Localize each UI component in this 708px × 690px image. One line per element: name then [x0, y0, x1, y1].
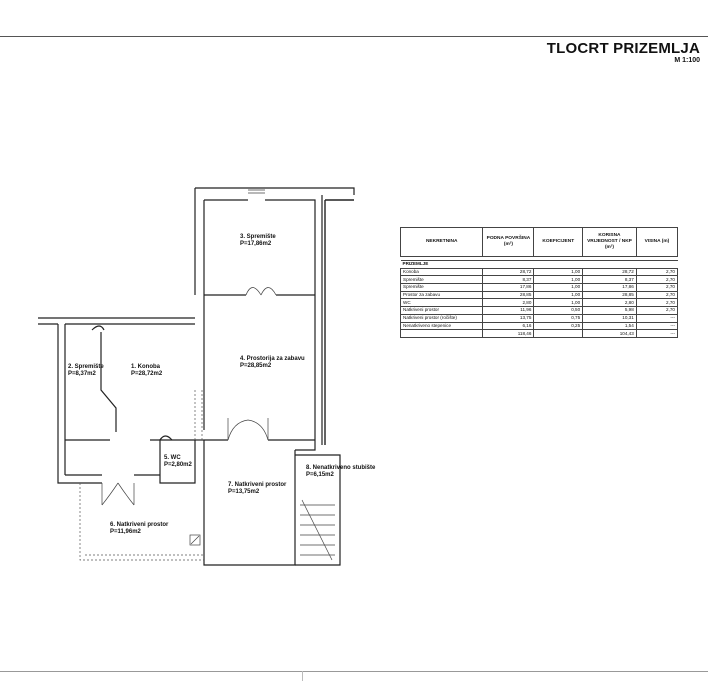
drain-diagonal: [191, 536, 199, 544]
table-cell: ---: [636, 322, 677, 330]
table-cell: 17,86: [483, 284, 534, 292]
table-cell: 1,00: [534, 284, 583, 292]
table-row: [401, 299, 678, 307]
room-area: P=17,86m2: [240, 241, 272, 247]
table-cell: ---: [636, 314, 677, 322]
table-header-row: [401, 228, 678, 257]
table-cell: [534, 330, 583, 338]
table-cell: 0,25: [534, 322, 583, 330]
stair-treads: [300, 505, 335, 555]
header-cell: PODNA POVRŠINA (m²): [483, 228, 534, 257]
room-name: 4. Prostorija za zabavu: [240, 356, 305, 362]
table-cell: 1,00: [534, 276, 583, 284]
table-cell: 2,70: [636, 299, 677, 307]
table-cell: 1,00: [534, 268, 583, 276]
table-cell: 118,46: [483, 330, 534, 338]
table-cell: 28,85: [583, 291, 637, 299]
room-name: 5. WC: [164, 455, 181, 461]
table-cell: 8,37: [583, 276, 637, 284]
drawing-scale: M 1:100: [674, 57, 700, 64]
room-3-label: [240, 234, 276, 248]
table-cell: 10,31: [583, 314, 637, 322]
table-cell: 13,75: [483, 314, 534, 322]
table-cell: 2,70: [636, 276, 677, 284]
room-2-label: [68, 364, 104, 378]
store2-door-arc: [92, 326, 104, 330]
table-cell: 28,72: [583, 268, 637, 276]
header-cell: KORISNA VRIJEDNOST / NKP (m²): [583, 228, 637, 257]
table-section-row: [401, 261, 678, 269]
covered7-walls: [204, 440, 295, 565]
door-6: [102, 483, 134, 505]
table-cell: 0,75: [534, 314, 583, 322]
table-cell: 2,70: [636, 291, 677, 299]
door-3-4: [246, 288, 276, 296]
table-cell: 2,70: [636, 268, 677, 276]
door-4: [228, 420, 268, 440]
room-6-label: [110, 522, 168, 536]
stair-arrow: [302, 500, 332, 560]
room-area: P=8,37m2: [68, 371, 96, 377]
room-1-label: [131, 364, 162, 378]
room-area: P=11,96m2: [110, 529, 141, 535]
table-cell: 28,72: [483, 268, 534, 276]
room-5-label: [164, 455, 192, 469]
room-area: P=28,85m2: [240, 363, 272, 369]
room-area: P=2,80m2: [164, 462, 192, 468]
table-cell: 17,86: [583, 284, 637, 292]
table-cell: 8,37: [483, 276, 534, 284]
table-row: [401, 322, 678, 330]
table-cell: Spremište: [401, 276, 483, 284]
area-table: [400, 227, 678, 338]
table-cell: 1,00: [534, 291, 583, 299]
table-cell: 28,85: [483, 291, 534, 299]
table-cell: 2,70: [636, 307, 677, 315]
section-label: PRIZEMLJE: [401, 261, 678, 269]
room-area: P=28,72m2: [131, 371, 163, 377]
header-cell: VISINA (m): [636, 228, 677, 257]
table-cell: [401, 330, 483, 338]
table-cell: Natkriveni prostor: [401, 307, 483, 315]
door-4-leaves: [228, 418, 268, 440]
covered7-right: [295, 440, 315, 450]
table-cell: 0,50: [534, 307, 583, 315]
room-8-label: [306, 465, 375, 479]
store2-partition: [101, 332, 116, 432]
table-cell: WC: [401, 299, 483, 307]
room-area: P=6,15m2: [306, 472, 334, 478]
room-name: 6. Natkriveni prostor: [110, 522, 169, 528]
table-row: [401, 268, 678, 276]
table-cell: 2,80: [483, 299, 534, 307]
table-row: [401, 291, 678, 299]
header-cell: NEKRETNINA: [401, 228, 483, 257]
table-cell: ---: [636, 330, 677, 338]
drawing-title: TLOCRT PRIZEMLJA: [546, 40, 700, 57]
table-row: [401, 284, 678, 292]
table-cell: 5,98: [583, 307, 637, 315]
table-cell: 2,70: [636, 284, 677, 292]
table-cell: 104,43: [583, 330, 637, 338]
table-cell: 11,96: [483, 307, 534, 315]
table-row: [401, 314, 678, 322]
room-name: 3. Spremište: [240, 234, 276, 240]
right-outer-wall: [325, 200, 354, 445]
room-name: 7. Natkriveni prostor: [228, 482, 287, 488]
room-area: P=13,75m2: [228, 489, 260, 495]
table-row: [401, 330, 678, 338]
room-4-label: [240, 356, 305, 370]
table-cell: Natkriveni prostor (ročište): [401, 314, 483, 322]
table-cell: 1,00: [534, 299, 583, 307]
room-7-label: [228, 482, 286, 496]
hidden-lines: [195, 390, 202, 440]
room-name: 1. Konoba: [131, 364, 161, 370]
room-name: 8. Nenatkriveno stubište: [306, 465, 376, 471]
table-cell: 1,54: [583, 322, 637, 330]
table-row: [401, 276, 678, 284]
table-cell: Nenatkriveno stepenice: [401, 322, 483, 330]
table-cell: Konoba: [401, 268, 483, 276]
table-cell: 2,80: [583, 299, 637, 307]
table-cell: 6,16: [483, 322, 534, 330]
room-name: 2. Spremište: [68, 364, 104, 370]
window-top: [248, 190, 265, 193]
table-row: [401, 307, 678, 315]
header-cell: KOEFICIJENT: [534, 228, 583, 257]
table-cell: Prostor za zabavu: [401, 291, 483, 299]
table-cell: Spremište: [401, 284, 483, 292]
